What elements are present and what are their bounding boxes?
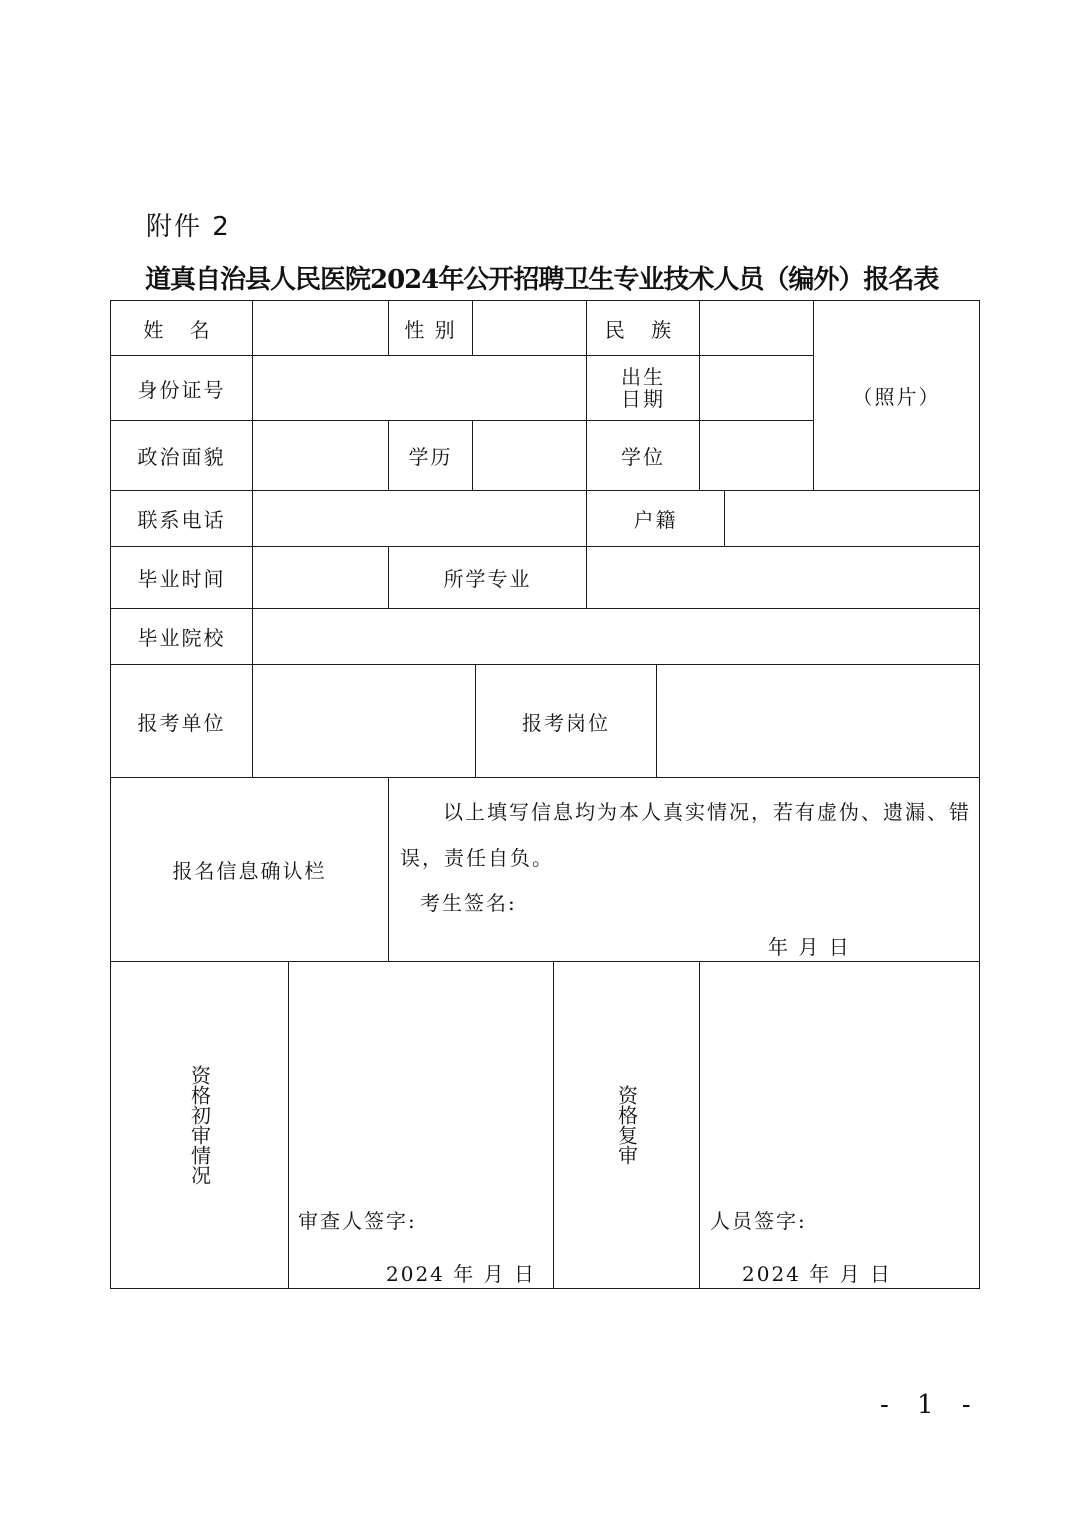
political-label: 政治面貌: [137, 445, 226, 469]
re-review-date-label: 2024 年 月 日: [742, 1262, 892, 1286]
photo-label: （照片）: [852, 385, 941, 409]
gender-label: 性 别: [404, 317, 457, 342]
apply-post-label: 报考岗位: [522, 710, 610, 735]
apply-post-field[interactable]: [656, 664, 980, 778]
birth-date-field[interactable]: [699, 355, 814, 421]
gender-label-cell: [388, 300, 473, 356]
apply-unit-field[interactable]: [252, 664, 476, 778]
birth-date-label-cell: [586, 355, 700, 421]
page-number: - 1 -: [880, 1390, 981, 1420]
birth-date-label: [621, 366, 665, 410]
re-review-label-cell: [553, 961, 700, 1289]
school-label: 毕业院校: [137, 626, 226, 650]
political-label-cell: [110, 420, 253, 491]
school-field[interactable]: [252, 608, 980, 665]
grad-time-label-cell: [110, 546, 253, 609]
household-label: 户籍: [633, 508, 678, 532]
confirm-statement-line2: 误，责任自负。: [400, 846, 554, 870]
ethnicity-field[interactable]: [699, 300, 814, 356]
initial-review-label: 资格初审情况: [187, 1065, 212, 1185]
initial-review-field[interactable]: [288, 961, 554, 1289]
id-number-field[interactable]: [252, 355, 587, 421]
major-label: 所学专业: [443, 567, 532, 591]
phone-label-cell: [110, 490, 253, 547]
household-label-cell: [586, 490, 725, 547]
reviewer-signature-label: 审查人签字:: [298, 1209, 417, 1233]
confirm-statement-line1: 以上填写信息均为本人真实情况，若有虚伪、遗漏、错: [443, 800, 971, 824]
major-label-cell: [388, 546, 587, 609]
household-field[interactable]: [724, 490, 980, 547]
degree-label: 学位: [621, 445, 665, 469]
degree-label-cell: [586, 420, 700, 491]
apply-post-label-cell: [475, 664, 657, 778]
re-review-label: 资格复审: [614, 1085, 639, 1165]
ethnicity-label-cell: [586, 300, 700, 356]
confirm-label: 报名信息确认栏: [172, 859, 327, 883]
photo-cell[interactable]: [813, 300, 980, 491]
candidate-signature-label: 考生签名:: [420, 891, 517, 915]
school-label-cell: [110, 608, 253, 665]
major-field[interactable]: [586, 546, 980, 609]
phone-label: 联系电话: [137, 508, 226, 532]
attachment-label: 附件 2: [146, 212, 231, 242]
ethnicity-label: 民 族: [604, 317, 682, 342]
apply-unit-label: 报考单位: [137, 710, 226, 735]
id-number-label-cell: [110, 355, 253, 421]
education-label: 学历: [408, 445, 453, 469]
grad-time-field[interactable]: [252, 546, 389, 609]
initial-review-label-cell: [110, 961, 289, 1289]
name-field[interactable]: [252, 300, 389, 356]
form-title: 道真自治县人民医院2024年公开招聘卫生专业技术人员（编外）报名表: [145, 265, 939, 295]
apply-unit-label-cell: [110, 664, 253, 778]
staff-signature-label: 人员签字:: [710, 1209, 807, 1233]
birth-date-label-line2: 日期: [621, 387, 665, 411]
degree-field[interactable]: [699, 420, 814, 491]
phone-field[interactable]: [252, 490, 587, 547]
re-review-field[interactable]: [699, 961, 980, 1289]
gender-field[interactable]: [472, 300, 587, 356]
grad-time-label: 毕业时间: [137, 567, 226, 591]
id-number-label: 身份证号: [137, 377, 226, 402]
initial-review-date-label: 2024 年 月 日: [386, 1262, 536, 1286]
political-field[interactable]: [252, 420, 389, 491]
name-label: 姓 名: [143, 317, 220, 342]
confirm-label-cell: [110, 777, 389, 962]
education-label-cell: [388, 420, 473, 491]
candidate-date-label: 年 月 日: [768, 935, 851, 959]
birth-date-label-line1: 出生: [621, 365, 665, 389]
education-field[interactable]: [472, 420, 587, 491]
name-label-cell: [110, 300, 253, 356]
